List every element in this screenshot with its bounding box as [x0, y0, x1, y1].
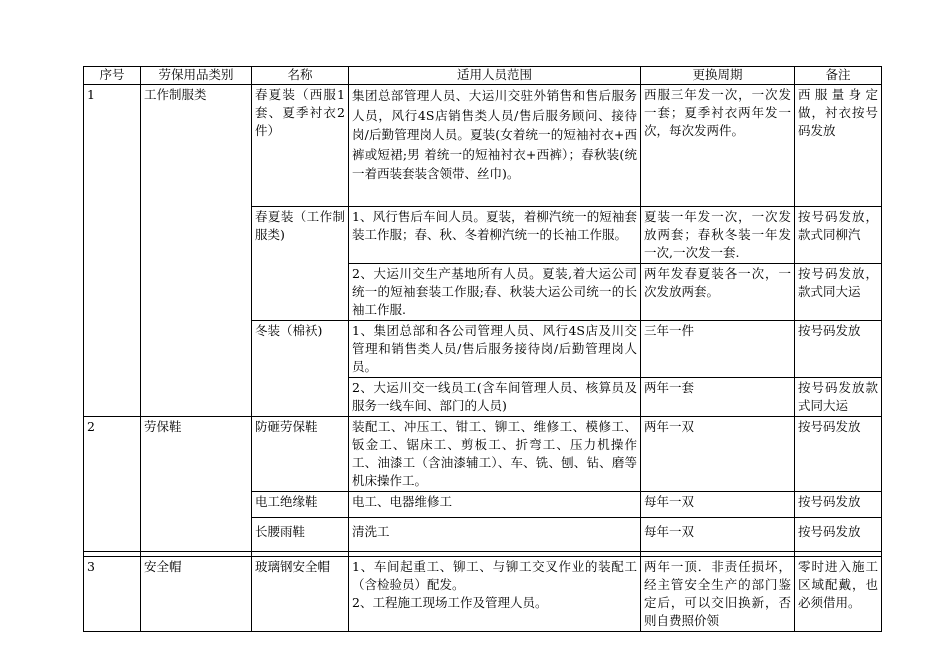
col-header-name: 名称	[252, 67, 349, 85]
scope-cell: 电工、电器维修工	[349, 492, 641, 518]
row-no: 2	[84, 417, 141, 552]
note-cell: 按号码发放	[795, 518, 882, 552]
scope-line-1: 1、车间起重工、铆工、与铆工交叉作业的装配工（含检验员）配发。	[352, 559, 637, 592]
table-row	[84, 85, 882, 207]
col-header-cycle: 更换周期	[641, 67, 795, 85]
scope-cell: 2、大运川交生产基地所有人员。夏装,着大运公司统一的短袖套装工作服;春、秋装大运公司统一的长袖工作服.	[349, 264, 641, 321]
scope-cell	[349, 557, 641, 632]
scope-cell: 1、集团总部和各公司管理人员、风行4S店及川交管理和销售类人员/售后服务接待岗/后勤管理岗人员。	[349, 321, 641, 378]
item-name: 防砸劳保鞋	[252, 417, 349, 492]
scope-cell: 清洗工	[349, 518, 641, 552]
row-category: 劳保鞋	[141, 417, 252, 552]
cycle-cell: 每年一双	[641, 518, 795, 552]
note-cell: 零时进入施工区域配戴，也必须借用。	[795, 557, 882, 632]
col-header-category: 劳保用品类别	[141, 67, 252, 85]
col-header-scope: 适用人员范围	[349, 67, 641, 85]
row-category: 安全帽	[141, 557, 252, 632]
col-header-no: 序号	[84, 67, 141, 85]
cycle-cell: 西服三年发一次，一次发一套；夏季衬衣两年发一次，每次发两件。	[641, 85, 795, 207]
col-header-note: 备注	[795, 67, 882, 85]
item-name: 冬装（棉袄)	[252, 321, 349, 417]
cycle-cell: 两年一顶．非责任损坏，经主管安全生产的部门鉴定后，可以交旧换新，否则自费照价领	[641, 557, 795, 632]
cycle-cell: 两年发春夏装各一次，一次发放两套。	[641, 264, 795, 321]
scope-cell: 装配工、冲压工、钳工、铆工、维修工、模修工、钣金工、锯床工、剪板工、折弯工、压力机操作工、油漆工（含油漆辅工）、车、铣、刨、钻、磨等机床操作工。	[349, 417, 641, 492]
row-category: 工作制服类	[141, 85, 252, 417]
item-name: 电工绝缘鞋	[252, 492, 349, 518]
table-row	[84, 417, 882, 492]
note-cell: 按号码发放	[795, 492, 882, 518]
cycle-cell: 三年一件	[641, 321, 795, 378]
item-name: 春夏装（工作制服类)	[252, 207, 349, 321]
note-cell: 按号码发放	[795, 417, 882, 492]
scope-cell: 集团总部管理人员、大运川交驻外销售和售后服务人员，风行4S店销售类人员/售后服务顾问、接待岗/后勤管理岗人员。夏装(女着统一的短袖衬衣+西裤或短裙;男 着统一的短袖衬衣+西裤）；春秋装(统一着西装套装含领带、丝巾)。	[349, 85, 641, 207]
scope-cell: 2、大运川交一线员工(含车间管理人员、核算员及服务一线车间、部门的人员)	[349, 378, 641, 417]
item-name: 玻璃钢安全帽	[252, 557, 349, 632]
table-row	[84, 557, 882, 632]
note-cell: 西服量身定做，衬衣按号码发放	[795, 85, 882, 207]
note-cell: 按号码发放，款式同大运	[795, 264, 882, 321]
cycle-cell: 每年一双	[641, 492, 795, 518]
row-no: 1	[84, 85, 141, 417]
scope-cell: 1、风行售后车间人员。夏装，着柳汽统一的短袖套装工作服；春、秋、冬着柳汽统一的长袖工作服。	[349, 207, 641, 264]
ppe-distribution-table	[83, 66, 882, 632]
note-cell: 按号码发放，款式同柳汽	[795, 207, 882, 264]
item-name: 长腰雨鞋	[252, 518, 349, 552]
scope-line-2: 2、工程施工现场工作及管理人员。	[352, 595, 548, 610]
item-name: 春夏装（西服1套、夏季衬衣2件）	[252, 85, 349, 207]
cycle-cell: 夏装一年发一次，一次发放两套；春秋冬装一年发一次,一次发一套.	[641, 207, 795, 264]
note-cell: 按号码发放款式同大运	[795, 378, 882, 417]
note-cell: 按号码发放	[795, 321, 882, 378]
header-row	[84, 67, 882, 85]
cycle-cell: 两年一双	[641, 417, 795, 492]
row-no: 3	[84, 557, 141, 632]
cycle-cell: 两年一套	[641, 378, 795, 417]
